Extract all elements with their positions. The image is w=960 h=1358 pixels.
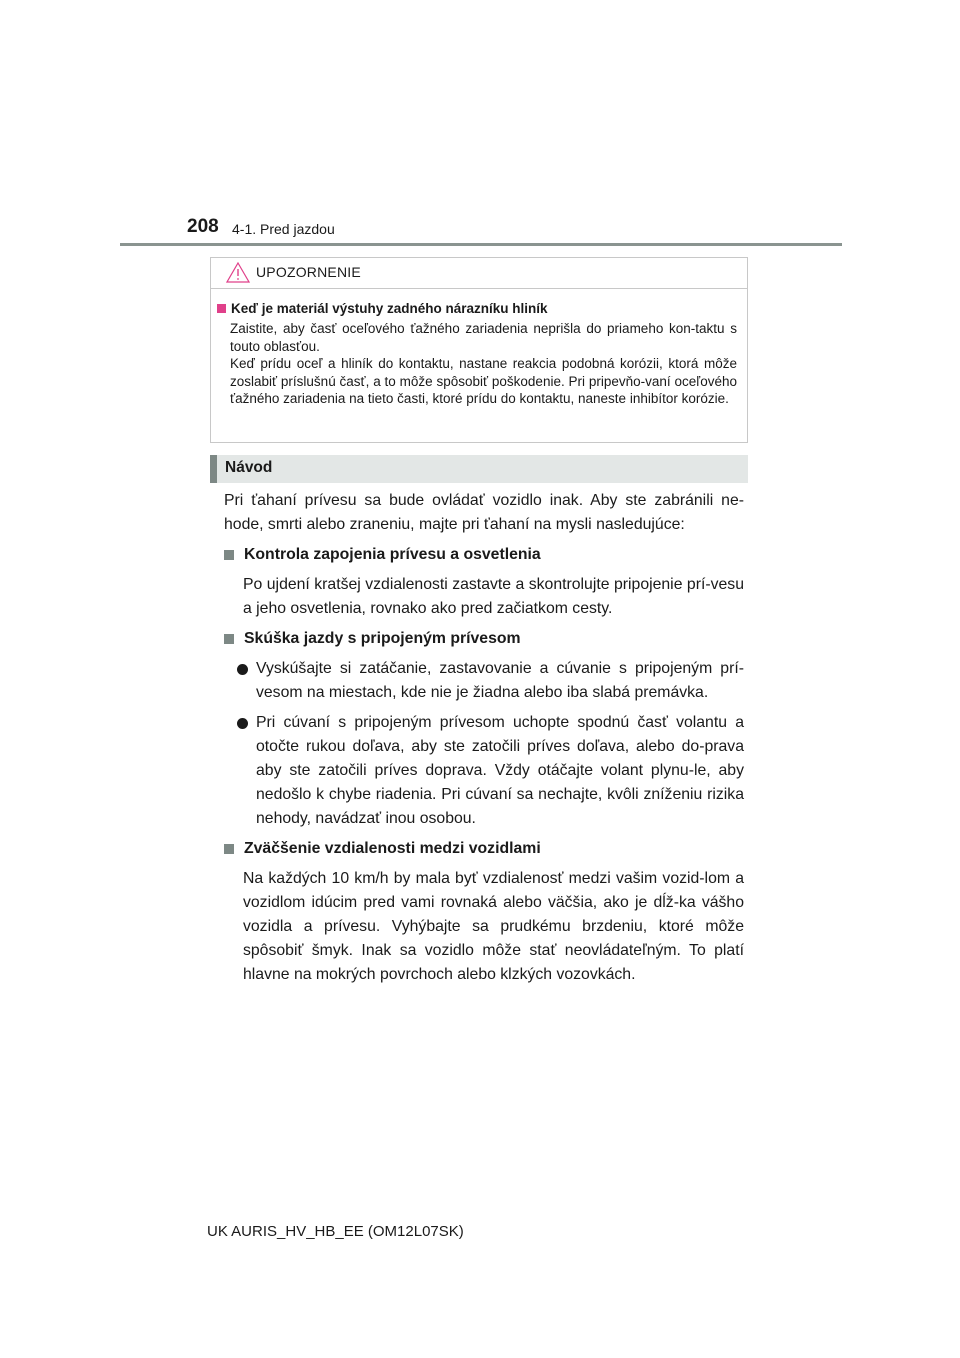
item-paragraph: Na každých 10 km/h by mala byť vzdialenosť medzi vašim vozid-lom a vozidlom idúcim pred vami rovnaká alebo väčšia, ako je dĺž-ka vášho vozidla a prívesu. Vyhýbajte sa prudkému brzdeniu, ktoré môže spôsobiť šmyk. Inak sa vozidlo môže stať neovládateľným. To platí hlavne na mokrých povrchoch alebo klzkých vozovkách. [243,870,744,983]
warning-box [210,257,748,443]
list-item [237,711,744,831]
list-item-text: Vyskúšajte si zatáčanie, zastavovanie a cúvanie s pripojeným prí-vesom na miestach, kde nie je žiadna alebo iba slabá premávka. [256,660,744,701]
item-heading [224,837,744,861]
warning-paragraph: Zaistite, aby časť oceľového ťažného zariadenia neprišla do priameho kon-taktu s touto oblasťou. [230,321,737,354]
square-bullet-icon [217,304,226,313]
item-heading [224,627,744,651]
round-bullet-icon [237,664,248,675]
item-heading-text: Skúška jazdy s pripojeným prívesom [244,630,521,647]
header-divider [120,243,842,246]
warning-subheading-text: Keď je materiál výstuhy zadného nárazníku hliník [231,301,548,316]
square-bullet-icon [224,634,234,644]
round-bullet-icon [237,718,248,729]
item-paragraph: Po ujdení kratšej vzdialenosti zastavte a skontrolujte pripojenie prí-vesu a jeho osvetlenia, rovnako ako pred začiatkom cesty. [243,576,744,617]
list-item-text: Pri cúvaní s pripojeným prívesom uchopte spodnú časť volantu a otočte rukou doľava, aby ste zatočili príves doľava, alebo do-prava aby ste zatočili príves doprava. Vždy otáčajte volant plynu-le, aby nedošlo k chybe riadenia. Pri cúvaní sa nechajte, kvôli zníženiu rizika nehody, navádzať inou osobou. [256,714,744,827]
square-bullet-icon [224,550,234,560]
section-heading-bar [210,455,748,483]
item-heading-text: Kontrola zapojenia prívesu a osvetlenia [244,546,541,563]
main-content [224,489,744,987]
page-number: 208 [187,216,219,237]
page-header [0,0,960,250]
square-bullet-icon [224,844,234,854]
warning-triangle-icon [226,262,250,283]
warning-paragraph: Keď prídu oceľ a hliník do kontaktu, nastane reakcia podobná korózii, ktorá môže zoslabiť príslušnú časť, a to môže spôsobiť poškodenie. Pri pripevňo-vaní oceľového ťažného zariadenia na tieto časti, ktoré prídu do kontaktu, naneste inhibítor korózie. [230,356,737,406]
warning-header [211,258,747,289]
intro-paragraph: Pri ťahaní prívesu sa bude ovládať vozidlo inak. Aby ste zabránili ne-hode, smrti alebo zraneniu, majte pri ťahaní na mysli nasledujúce: [224,492,744,533]
item-heading-text: Zväčšenie vzdialenosti medzi vozidlami [244,840,541,857]
section-title: 4-1. Pred jazdou [232,221,335,237]
section-heading: Návod [225,459,273,476]
list-item [237,657,744,705]
warning-title: UPOZORNENIE [256,264,361,280]
item-heading [224,543,744,567]
warning-body [211,289,747,408]
page-footer: UK AURIS_HV_HB_EE (OM12L07SK) [207,1223,464,1240]
warning-subheading [217,301,737,316]
